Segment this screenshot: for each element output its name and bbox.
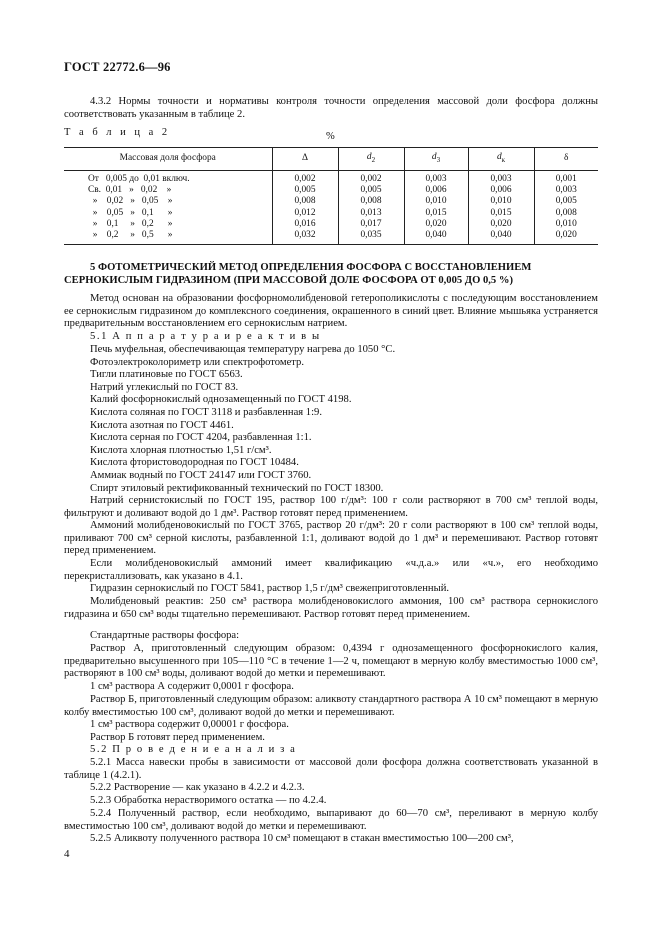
table-unit: % bbox=[326, 131, 335, 142]
table-cell-value: 0,020 bbox=[468, 219, 534, 230]
table-row bbox=[64, 171, 598, 186]
table-header-dk: $d_к$ bbox=[468, 148, 534, 171]
table-cell-value: 0,015 bbox=[404, 208, 468, 219]
table-cell-value: 0,008 bbox=[272, 196, 338, 207]
table-row bbox=[64, 219, 598, 230]
list-item: Кислота фтористоводородная по ГОСТ 10484. bbox=[90, 457, 299, 469]
paragraph-4-3-2: 4.3.2 Нормы точности и нормативы контроля точности определения массовой доли фосфора должны соответствовать указанным в таблице 2. bbox=[64, 96, 598, 120]
table-cell-value: 0,015 bbox=[468, 208, 534, 219]
table-row bbox=[64, 185, 598, 196]
list-item: Кислота соляная по ГОСТ 3118 и разбавленная 1:9. bbox=[90, 406, 322, 418]
table-cell-value: 0,013 bbox=[338, 208, 404, 219]
table-cell-range: От 0,005 до 0,01 включ. bbox=[88, 174, 190, 184]
paragraph-recrystallize: Если молибденовокислый аммоний имеет квалификацию «ч.д.а.» или «ч.», его необходимо перекристаллизовать, как указано в 4.1. bbox=[64, 558, 598, 582]
list-item: Печь муфельная, обеспечивающая температуру нагрева до 1050 °С. bbox=[90, 344, 396, 355]
table-cell-value: 0,040 bbox=[404, 230, 468, 245]
table-header-delta: Δ bbox=[272, 148, 338, 171]
list-item: Калий фосфорнокислый однозамещенный по ГОСТ 4198. bbox=[90, 394, 352, 406]
paragraph-5-2-2: 5.2.2 Растворение — как указано в 4.2.2 и 4.2.3. bbox=[90, 782, 305, 793]
table-cell-range: » 0,2 » 0,5 » bbox=[64, 230, 272, 245]
list-item: Натрий углекислый по ГОСТ 83. bbox=[90, 381, 239, 393]
paragraph-hydrazine: Гидразин сернокислый по ГОСТ 5841, раствор 1,5 г/дм³ свежеприготовленный. bbox=[90, 583, 450, 594]
paragraph-solution-b-content: 1 см³ раствора содержит 0,00001 г фосфора. bbox=[90, 719, 289, 730]
table-cell-value: 0,002 bbox=[338, 171, 404, 186]
paragraph-solution-b-prep: Раствор Б готовят перед применением. bbox=[90, 732, 265, 743]
table-cell-value: 0,010 bbox=[404, 196, 468, 207]
table-cell-range: Св. 0,01 » 0,02 » bbox=[88, 185, 172, 196]
table-cell-value: 0,017 bbox=[338, 219, 404, 230]
table-row bbox=[64, 196, 598, 207]
paragraph-solution-a: Раствор А, приготовленный следующим образом: 0,4394 г однозамещенного фосфорнокислого калия, предварительно высушенного при 105—110 °С в течение 1—2 ч, помещают в мерную колбу вместимостью 1000 см³, растворяют в 100 см³ воды, доливают водой до метки и перемешивают. bbox=[64, 643, 598, 680]
list-item: Кислота азотная по ГОСТ 4461. bbox=[90, 419, 234, 431]
list-item: Тигли платиновые по ГОСТ 6563. bbox=[90, 369, 243, 381]
paragraph-ammonium: Аммоний молибденовокислый по ГОСТ 3765, раствор 20 г/дм³: 20 г соли растворяют в 100 см³ теплой воды, приливают 700 см³ серной кислоты, разбавленной 1:1, доливают водой до 1 дм³ и перемешивают. Раствор готовят перед применением. bbox=[64, 520, 598, 557]
equipment-list bbox=[64, 344, 598, 495]
table-header-mass-fraction: Массовая доля фосфора bbox=[64, 148, 272, 171]
paragraph-5-2-5: 5.2.5 Аликвоту полученного раствора 10 см³ помещают в стакан вместимостью 100—200 см³, bbox=[90, 833, 514, 844]
list-item: Аммиак водный по ГОСТ 24147 или ГОСТ 3760. bbox=[90, 469, 312, 481]
table-cell-value: 0,020 bbox=[534, 230, 598, 245]
list-item: Кислота серная по ГОСТ 4204, разбавленная 1:1. bbox=[90, 432, 312, 444]
paragraph-5-2-3: 5.2.3 Обработка нерастворимого остатка — по 4.2.4. bbox=[90, 795, 327, 806]
table-header-small-delta: δ bbox=[534, 148, 598, 171]
table-cell-value: 0,001 bbox=[534, 171, 598, 186]
table-cell-value: 0,006 bbox=[404, 185, 468, 196]
paragraph-5-2-1: 5.2.1 Масса навески пробы в зависимости от массовой доли фосфора должна соответствовать указанной в таблице 1 (4.2.1). bbox=[64, 757, 598, 781]
paragraph-5-2-4: 5.2.4 Полученный раствор, если необходимо, выпаривают до 60—70 см³, переливают в мерную колбу вместимостью 100 см³, доливают водой до метки и перемешивают. bbox=[64, 808, 598, 832]
table-cell-value: 0,012 bbox=[272, 208, 338, 219]
table-cell-value: 0,002 bbox=[272, 171, 338, 186]
table-cell-value: 0,032 bbox=[272, 230, 338, 245]
table-cell-value: 0,020 bbox=[404, 219, 468, 230]
accuracy-table bbox=[64, 147, 598, 245]
table-cell-value: 0,003 bbox=[468, 171, 534, 186]
paragraph-molybdenum-reagent: Молибденовый реактив: 250 см³ раствора молибденовокислого аммония, 100 см³ раствора сернокислого гидразина и 650 см³ воды тщательно перемешивают. Раствор готовят перед применением. bbox=[64, 596, 598, 620]
table-cell-value: 0,008 bbox=[534, 208, 598, 219]
table-cell-range: » 0,05 » 0,1 » bbox=[88, 207, 173, 218]
table-cell-value: 0,006 bbox=[468, 185, 534, 196]
paragraph-natrium: Натрий сернистокислый по ГОСТ 195, раствор 100 г/дм³: 100 г соли растворяют в 700 см³ теплой воды, фильтруют и доливают водой до 1 дм³. Раствор готовят перед применением. bbox=[64, 495, 598, 519]
list-item: Спирт этиловый ректификованный технический по ГОСТ 18300. bbox=[90, 482, 384, 494]
section-5-2-title: 5.2 П р о в е д е н и е а н а л и з а bbox=[90, 744, 297, 755]
section-5-1-title: 5.1 А п п а р а т у р а и р е а к т и в ы bbox=[90, 331, 321, 342]
list-item: Кислота хлорная плотностью 1,51 г/см³. bbox=[90, 444, 272, 456]
table-cell-value: 0,008 bbox=[338, 196, 404, 207]
table-cell-value: 0,005 bbox=[272, 185, 338, 196]
table-cell-range: » 0,1 » 0,2 » bbox=[88, 218, 173, 229]
table-cell-range: » 0,02 » 0,05 » bbox=[88, 196, 173, 207]
table-cell-value: 0,010 bbox=[534, 219, 598, 230]
table-cell-value: 0,003 bbox=[534, 185, 598, 196]
table-cell-value: 0,035 bbox=[338, 230, 404, 245]
table-row bbox=[64, 208, 598, 219]
page-number: 4 bbox=[64, 848, 70, 860]
document-header: ГОСТ 22772.6—96 bbox=[64, 60, 171, 74]
paragraph-solution-b: Раствор Б, приготовленный следующим образом: аликвоту стандартного раствора А 10 см³ помещают в мерную колбу вместимостью 100 см³, доливают водой до метки и перемешивают. bbox=[64, 694, 598, 718]
table-cell-value: 0,010 bbox=[468, 196, 534, 207]
table-cell-value: 0,005 bbox=[534, 196, 598, 207]
method-description: Метод основан на образовании фосфорномолибденовой гетерополикислоты с последующим восстановлением ее сернокислым гидразином до комплексного соединения, окрашенного в синий цвет. Влияние мышьяка устраняется предварительным восстановлением его сернокислым натрием. bbox=[64, 293, 598, 330]
table-header-d2: $d_2$ bbox=[338, 148, 404, 171]
list-item: Фотоэлектроколориметр или спектрофотометр. bbox=[90, 356, 304, 368]
section-5-title: 5 ФОТОМЕТРИЧЕСКИЙ МЕТОД ОПРЕДЕЛЕНИЯ ФОСФОРА С ВОССТАНОВЛЕНИЕМ СЕРНОКИСЛЫМ ГИДРАЗИНОМ (ПРИ МАССОВОЙ ДОЛЕ ФОСФОРА ОТ 0,005 ДО 0,5 %) bbox=[64, 262, 532, 286]
paragraph-solution-a-content: 1 см³ раствора А содержит 0,0001 г фосфора. bbox=[90, 681, 294, 692]
table-cell-value: 0,016 bbox=[272, 219, 338, 230]
table-row bbox=[64, 230, 598, 245]
paragraph-standard-solutions: Стандартные растворы фосфора: bbox=[90, 630, 240, 641]
table-header-d3: $d_3$ bbox=[404, 148, 468, 171]
table-cell-value: 0,040 bbox=[468, 230, 534, 245]
table-caption: Т а б л и ц а 2 bbox=[64, 127, 171, 138]
table-cell-value: 0,005 bbox=[338, 185, 404, 196]
table-cell-value: 0,003 bbox=[404, 171, 468, 186]
